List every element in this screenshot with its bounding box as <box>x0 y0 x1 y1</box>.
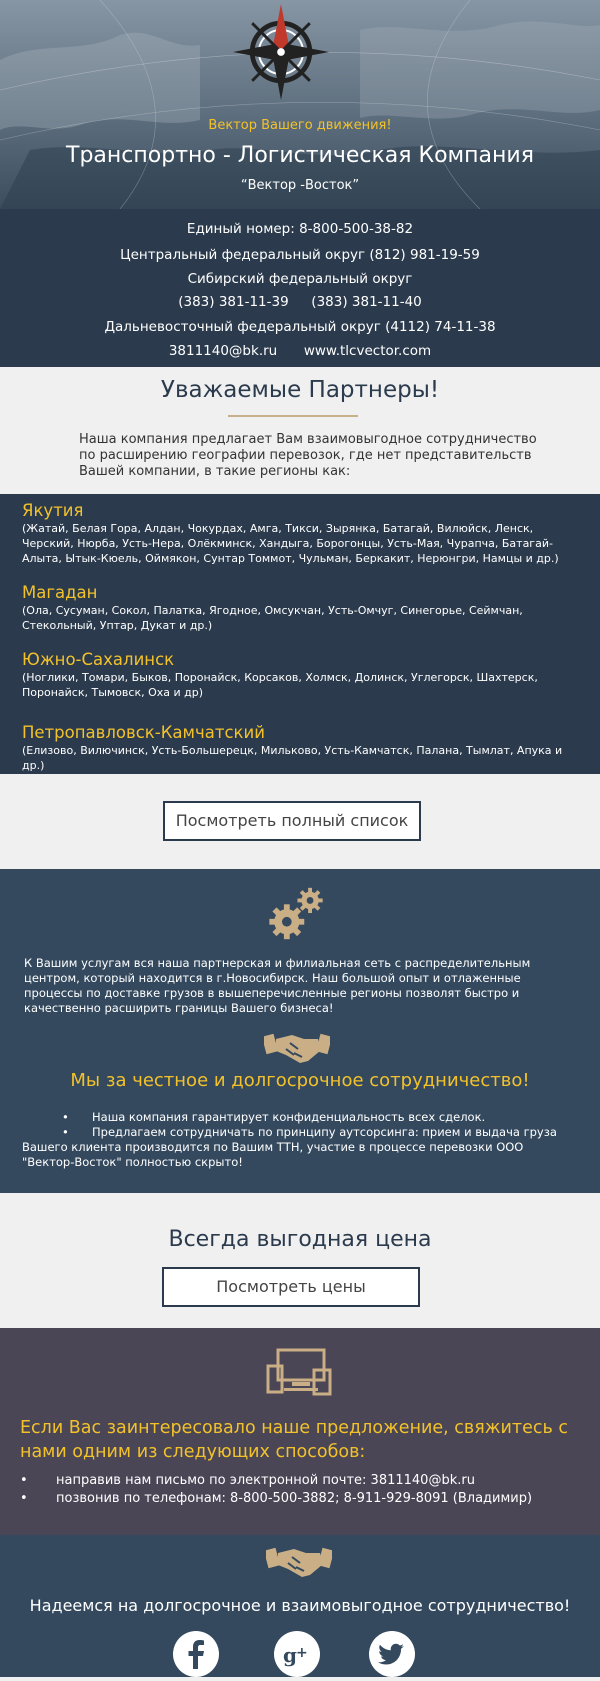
heading-divider <box>228 415 358 417</box>
handshake-icon <box>266 1543 332 1579</box>
region-name: Петропавловск-Камчатский <box>22 723 265 742</box>
contact-methods <box>20 1472 580 1508</box>
gears-icon <box>265 883 328 945</box>
contact-us-title: Если Вас заинтересовало наше предложение, свяжитесь с нами одним из следующих способов: <box>20 1418 568 1462</box>
region-towns: (Ола, Сусуман, Сокол, Палатка, Ягодное, Омсукчан, Усть-Омчуг, Синегорье, Сеймчан, Стекольный, Уптар, Дукат и др.) <box>22 604 523 632</box>
regions-section <box>0 494 600 774</box>
facebook-icon[interactable] <box>173 1631 219 1677</box>
region-towns: (Ноглики, Томари, Быков, Поронайск, Корсаков, Холмск, Долинск, Углегорск, Шахтерск, Поронайск, Тымовск, Оха и др) <box>22 671 538 699</box>
region-name: Якутия <box>22 501 84 520</box>
view-prices-button[interactable]: Посмотреть цены <box>162 1267 420 1307</box>
hero-header <box>0 0 600 209</box>
far-east-phone[interactable]: Дальневосточный федеральный округ (4112) 74-11-38 <box>104 319 496 335</box>
region-sakhalin <box>22 650 587 700</box>
footer-title: Надеемся на долгосрочное и взаимовыгодное сотрудничество! <box>29 1596 571 1615</box>
devices-icon <box>266 1348 332 1396</box>
list-item <box>22 1110 577 1125</box>
price-heading: Всегда выгодная цена <box>168 1227 432 1252</box>
region-towns: (Елизово, Вилючинск, Усть-Большерецк, Мильково, Усть-Камчатск, Палана, Тымлат, Апука и др.) <box>22 744 563 772</box>
siberia-phones <box>0 294 600 310</box>
list-item <box>20 1490 580 1508</box>
services-section <box>0 869 600 1193</box>
slogan: Вектор Вашего движения! <box>208 118 392 133</box>
region-name: Южно-Сахалинск <box>22 650 175 669</box>
siberia-phone-2[interactable]: (383) 381-11-40 <box>311 294 422 310</box>
region-towns: (Жатай, Белая Гора, Алдан, Чокурдах, Амга, Тикси, Зырянка, Батагай, Вилюйск, Ленск, Черский, Нюрба, Усть-Нера, Олёкминск, Хандыга, Борогонцы, Усть-Мая, Чурапча, Батагай-Алыта, Ытык-Кюель, Оймякон, Сунтар Томмот, Чульман, Беркакит, Нерюнгри, Намцы и др.) <box>22 522 559 565</box>
contact-us-section <box>0 1328 600 1535</box>
google-plus-icon[interactable] <box>274 1631 320 1677</box>
region-magadan <box>22 583 587 633</box>
handshake-icon <box>264 1029 330 1065</box>
email-website-row <box>0 343 600 359</box>
central-district-phone[interactable]: Центральный федеральный округ (812) 981-19-59 <box>120 247 480 263</box>
region-yakutia <box>22 501 587 566</box>
contact-phone-item[interactable]: позвонив по телефонам: 8-800-500-3882; 8-911-929-8091 (Владимир) <box>56 1491 533 1506</box>
region-name: Магадан <box>22 583 98 602</box>
partners-section <box>0 367 600 494</box>
bullet-glyph: • <box>62 1125 69 1139</box>
bullet-text: Предлагаем сотрудничать по принципу аутсорсинга: прием и выдача груза Вашего клиента производится по Вашим ТТН, участие в процессе перевозки ООО "Вектор-Восток" полностью скрыто! <box>22 1125 557 1169</box>
svg-text:g: g <box>283 1643 297 1667</box>
full-list-section <box>0 774 600 869</box>
services-bullets <box>22 1110 577 1170</box>
bullet-glyph: • <box>20 1473 28 1488</box>
bullet-glyph: • <box>20 1491 28 1506</box>
website-link[interactable]: www.tlcvector.com <box>303 343 432 359</box>
twitter-icon[interactable] <box>369 1631 415 1677</box>
contact-email-item[interactable]: направив нам письмо по электронной почте: 3811140@bk.ru <box>56 1473 475 1488</box>
bullet-text: Наша компания гарантирует конфиденциальность всех сделок. <box>92 1110 486 1124</box>
compass-logo-icon <box>233 4 329 100</box>
price-section <box>0 1193 600 1328</box>
list-item <box>22 1125 577 1170</box>
partners-heading: Уважаемые Партнеры! <box>160 377 440 403</box>
bullet-glyph: • <box>62 1110 69 1124</box>
email-link[interactable]: 3811140@bk.ru <box>168 343 278 359</box>
full-list-button[interactable]: Посмотреть полный список <box>163 801 421 841</box>
siberia-title: Сибирский федеральный округ <box>187 271 413 287</box>
main-phone[interactable]: Единый номер: 8-800-500-38-82 <box>186 221 414 237</box>
contacts-block <box>0 209 600 367</box>
company-title: Транспортно - Логистическая Компания <box>66 143 534 168</box>
services-title: Мы за честное и долгосрочное сотрудничество! <box>70 1070 530 1091</box>
footer-section <box>0 1535 600 1677</box>
region-kamchatka <box>22 723 587 773</box>
services-text: К Вашим услугам вся наша партнерская и филиальная сеть с распределительным центром, который находится в г.Новосибирск. Наш большой опыт и отлаженные процессы по доставке грузов в вышеперечисленные регионы позволят быстро и качественно расширить границы Вашего бизнеса! <box>24 956 531 1015</box>
svg-text:+: + <box>296 1645 308 1661</box>
list-item <box>20 1472 580 1490</box>
partners-intro: Наша компания предлагает Вам взаимовыгодное сотрудничество по расширению географии перевозок, где нет представительств Вашей компании, в такие регионы как: <box>79 432 537 479</box>
brand-name: “Вектор -Восток” <box>240 178 360 193</box>
siberia-phone-1[interactable]: (383) 381-11-39 <box>178 294 289 310</box>
